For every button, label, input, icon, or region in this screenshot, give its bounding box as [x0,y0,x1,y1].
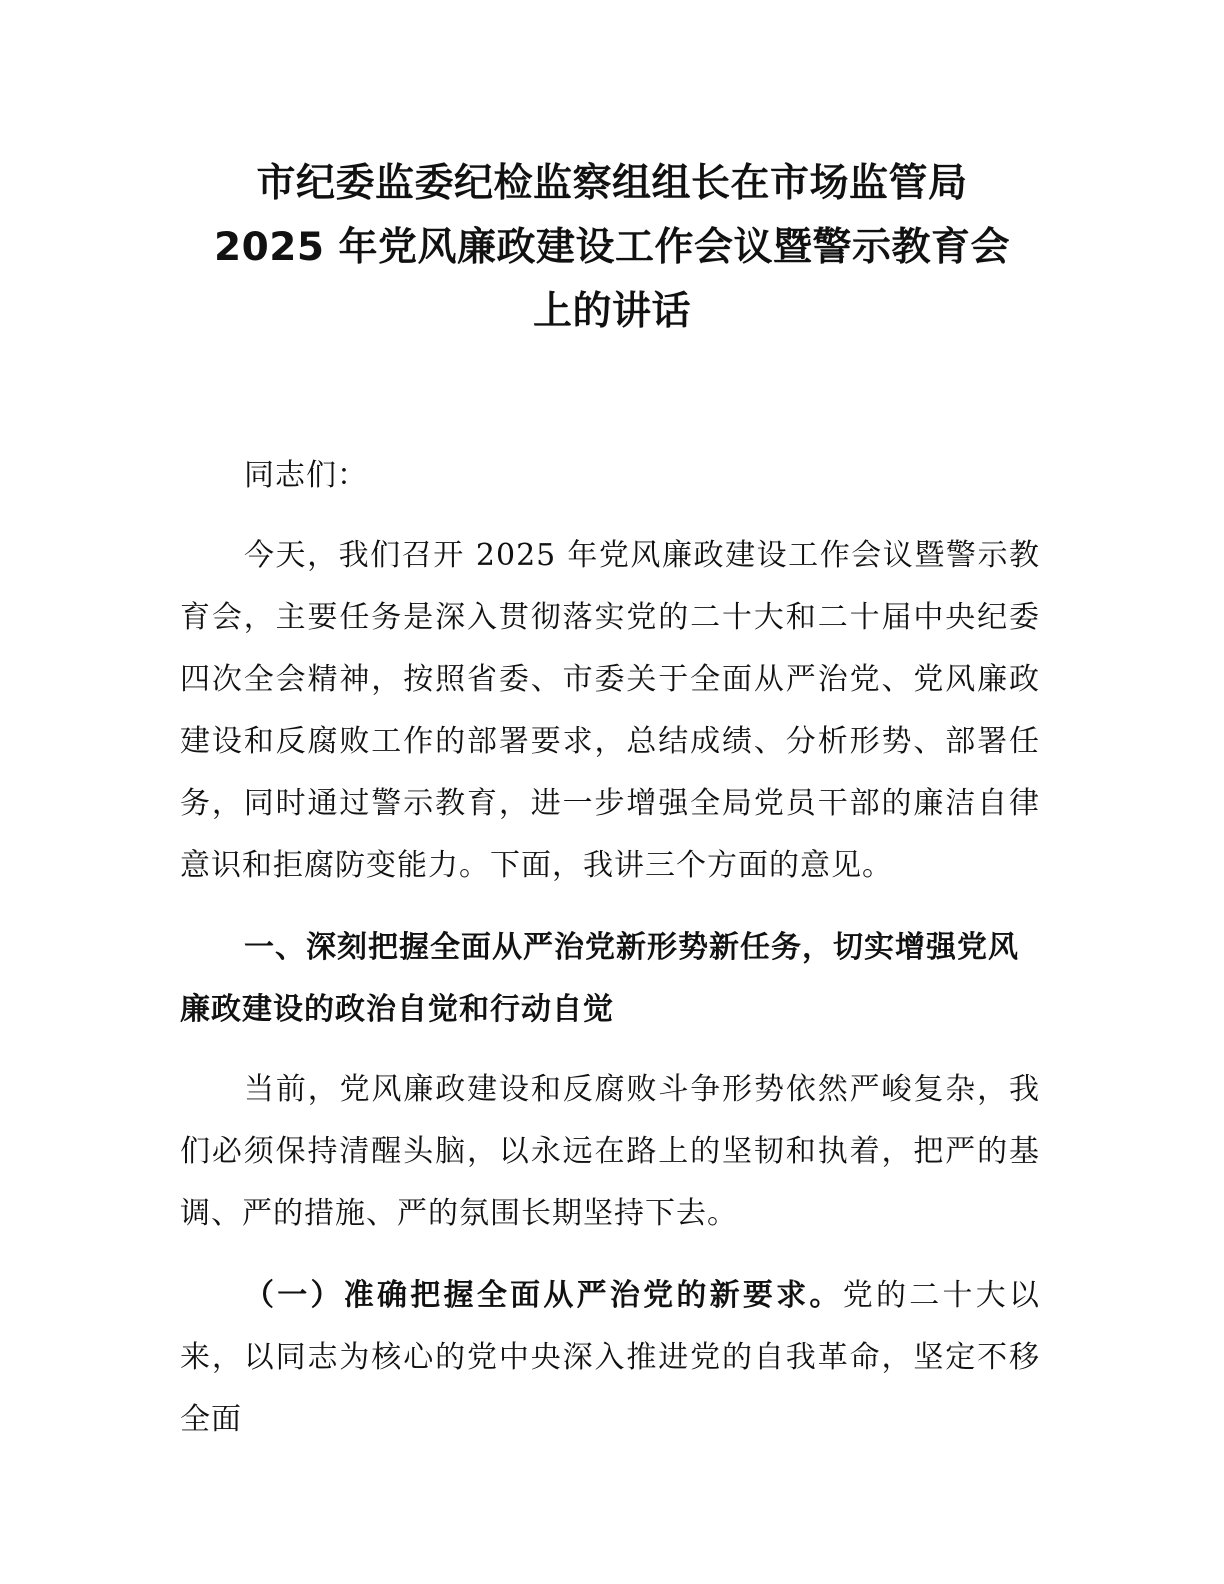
intro-paragraph: 今天，我们召开 2025 年党风廉政建设工作会议暨警示教育会，主要任务是深入贯彻落实党的二十大和二十届中央纪委四次全会精神，按照省委、市委关于全面从严治党、党风廉政建设和反腐败工作的部署要求，总结成绩、分析形势、部署任务，同时通过警示教育，进一步增强全局党员干部的廉洁自律意识和拒腐防变能力。下面，我讲三个方面的意见。 [180,538,1040,883]
subsection-1-paragraph [180,1265,1040,1451]
section-1-paragraph: 当前，党风廉政建设和反腐败斗争形势依然严峻复杂，我们必须保持清醒头脑，以永远在路上的坚韧和执着，把严的基调、严的措施、严的氛围长期坚持下去。 [180,1072,1040,1231]
section-1-heading: 一、深刻把握全面从严治党新形势新任务，切实增强党风廉政建设的政治自觉和行动自觉 [180,930,1019,1027]
subsection-1-heading: （一）准确把握全面从严治党的新要求。 [244,1278,843,1313]
document-body [180,445,1040,1471]
title-line-2: 2025 年党风廉政建设工作会议暨警示教育会 [213,225,1011,270]
subsection-1-text: 党的二十大以来，以同志为核心的党中央深入推进党的自我革命，坚定不移全面 [180,1278,1041,1437]
title-line-3: 上的讲话 [532,289,691,334]
title-line-1: 市纪委监委纪检监察组组长在市场监管局 [256,161,968,206]
document-title [160,152,1064,344]
greeting: 同志们： [244,458,368,493]
